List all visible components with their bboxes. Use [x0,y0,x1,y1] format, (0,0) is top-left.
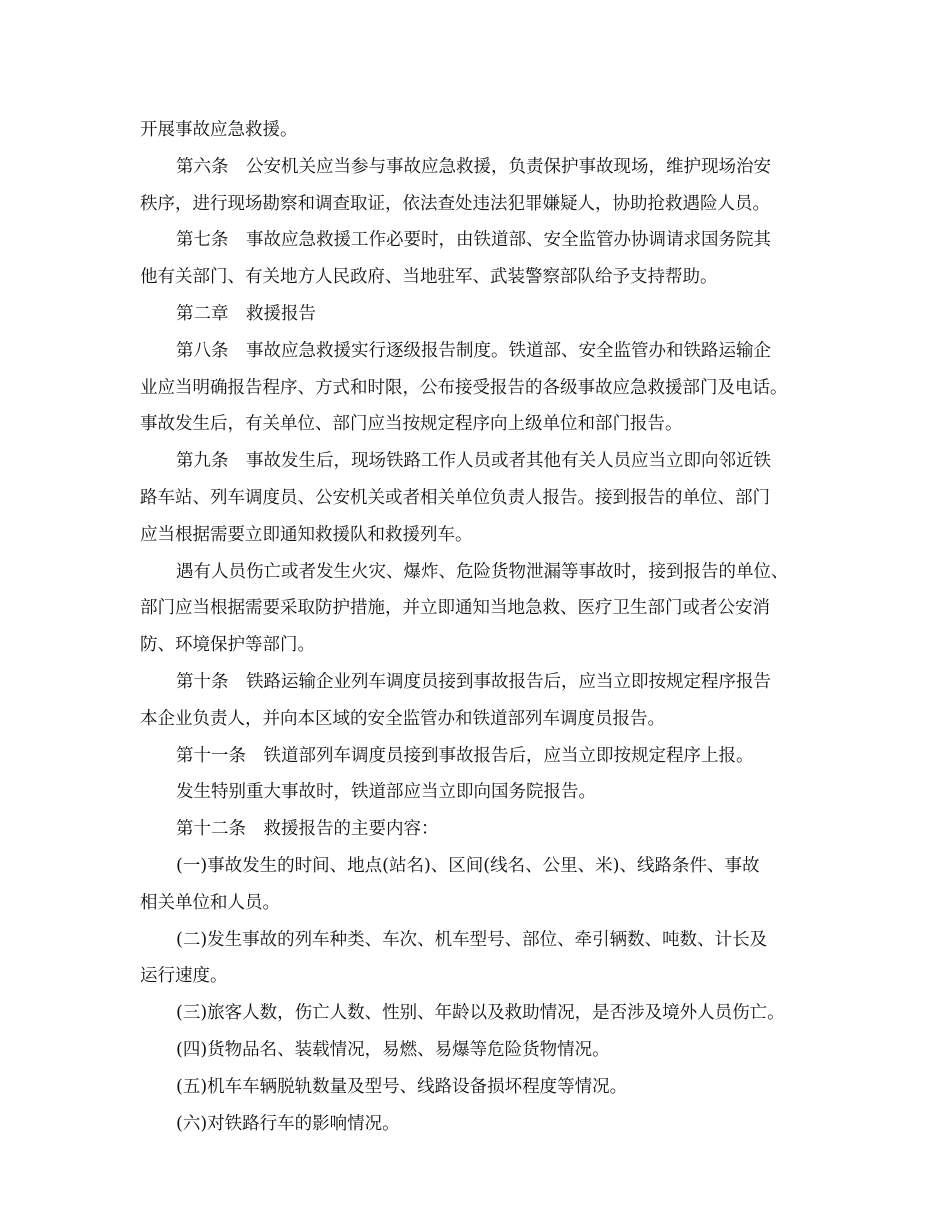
document-text-line: 遇有人员伤亡或者发生火灾、爆炸、危险货物泄漏等事故时，接到报告的单位、 [176,561,789,582]
document-body [140,112,830,1142]
document-text-line: 业应当明确报告程序、方式和时限，公布接受报告的各级事故应急救援部门及电话。 [140,377,788,398]
document-text-line: (五)机车车辆脱轨数量及型号、线路设备损坏程度等情况。 [176,1076,628,1097]
document-text-line: (二)发生事故的列车种类、车次、机车型号、部位、牵引辆数、吨数、计长及 [176,929,768,950]
document-text-line: 运行速度。 [140,966,228,987]
document-text-line: 第十二条 救援报告的主要内容： [176,819,439,840]
document-text-line: 本企业负责人，并向本区域的安全监管办和铁道部列车调度员报告。 [140,708,665,729]
document-text-line: 第十条 铁路运输企业列车调度员接到事故报告后，应当立即按规定程序报告 [176,671,771,692]
document-text-line: 第十一条 铁道部列车调度员接到事故报告后，应当立即按规定程序上报。 [176,745,754,766]
document-text-line: 第六条 公安机关应当参与事故应急救援，负责保护事故现场，维护现场治安 [176,156,771,177]
document-text-line: 应当根据需要立即通知救援队和救援列车。 [140,524,473,545]
document-text-line: 相关单位和人员。 [140,892,280,913]
document-text-line: 秩序，进行现场勘察和调查取证，依法查处违法犯罪嫌疑人，协助抢救遇险人员。 [140,193,770,214]
document-text-line: 事故发生后，有关单位、部门应当按规定程序向上级单位和部门报告。 [140,414,683,435]
document-text-line: 路车站、列车调度员、公安机关或者相关单位负责人报告。接到报告的单位、部门 [140,487,770,508]
document-text-line: 部门应当根据需要采取防护措施，并立即通知当地急救、医疗卫生部门或者公安消 [140,598,770,619]
document-text-line: 第八条 事故应急救援实行逐级报告制度。铁道部、安全监管办和铁路运输企 [176,340,771,361]
document-text-line: 防、环境保护等部门。 [140,635,315,656]
document-text-line: 他有关部门、有关地方人民政府、当地驻军、武装警察部队给予支持帮助。 [140,267,718,288]
document-text-line: 第九条 事故发生后，现场铁路工作人员或者其他有关人员应当立即向邻近铁 [176,451,771,472]
document-text-line: 第七条 事故应急救援工作必要时，由铁道部、安全监管办协调请求国务院其 [176,230,771,251]
document-text-line: (六)对铁路行车的影响情况。 [176,1113,400,1134]
document-text-line: (四)货物品名、装载情况，易燃、易爆等危险货物情况。 [176,1039,610,1060]
document-text-line: 发生特别重大事故时，铁道部应当立即向国务院报告。 [176,782,596,803]
document-text-line: 第二章 救援报告 [176,303,316,324]
document-text-line: (一)事故发生的时间、地点(站名)、区间(线名、公里、米)、线路条件、事故 [176,855,760,876]
document-text-line: 开展事故应急救援。 [140,120,298,140]
document-text-line: (三)旅客人数，伤亡人数、性别、年龄以及救助情况，是否涉及境外人员伤亡。 [176,1003,785,1024]
